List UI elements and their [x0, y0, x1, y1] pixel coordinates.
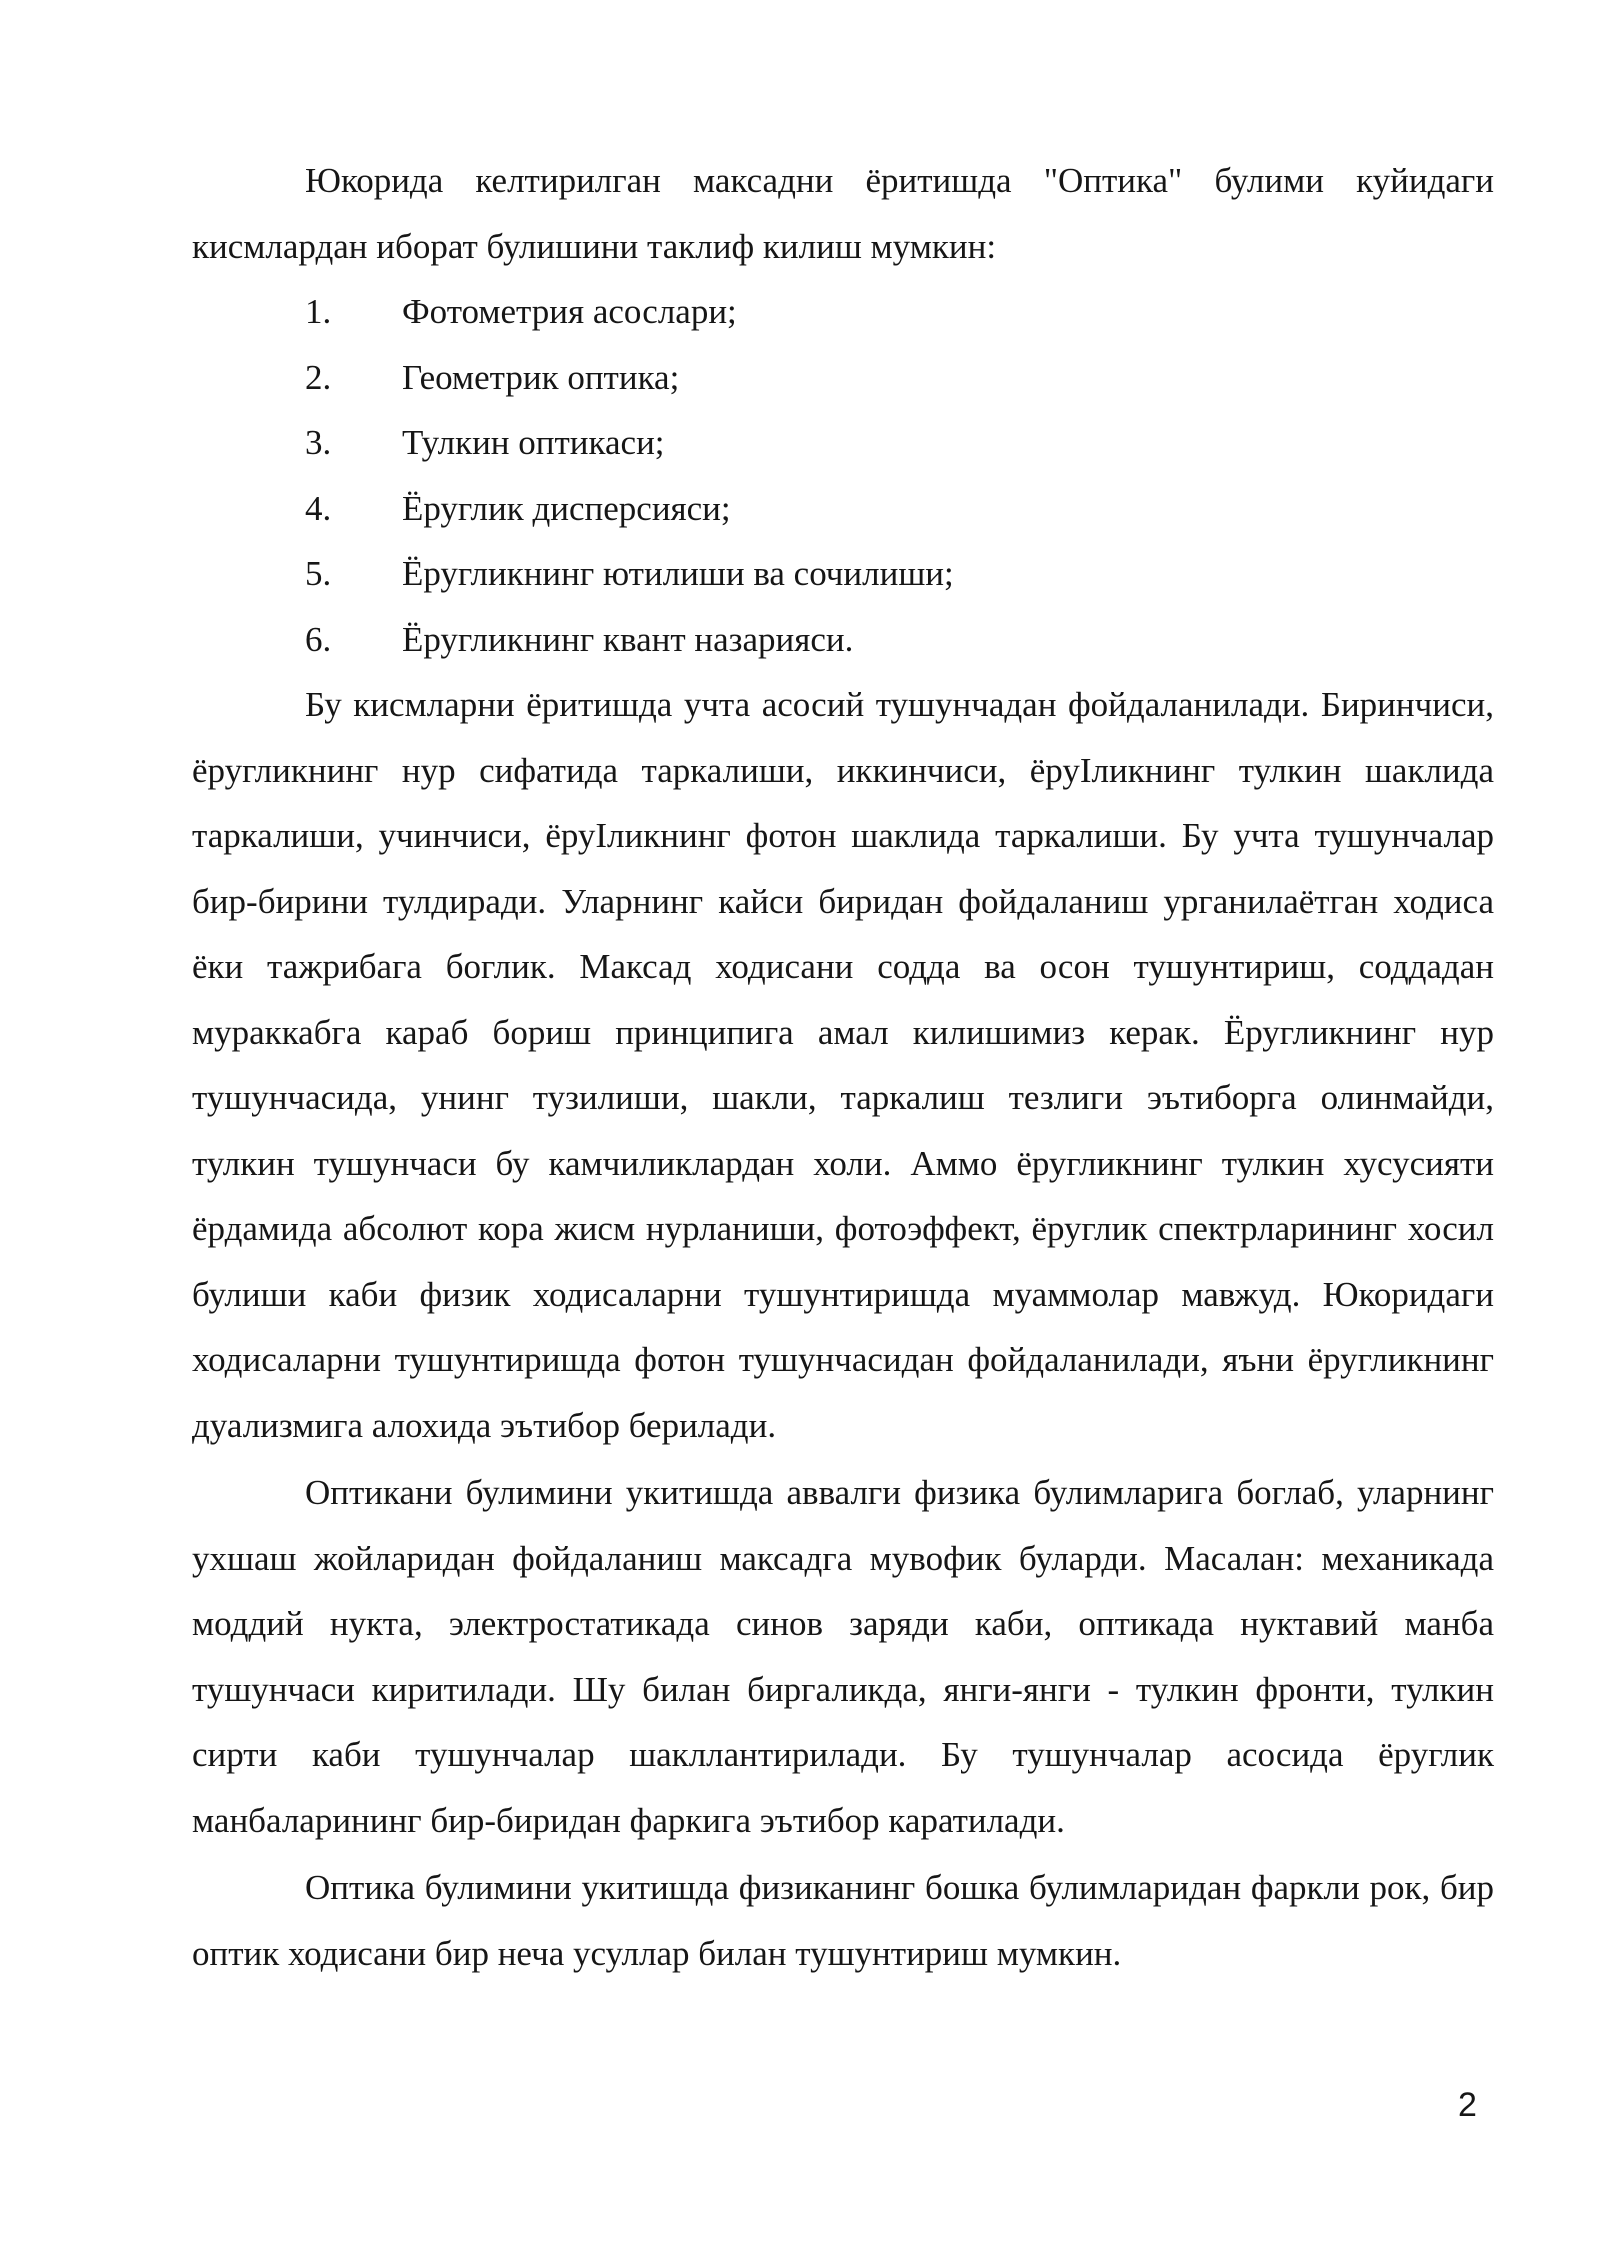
list-item: [192, 345, 1494, 411]
list-item: [192, 410, 1494, 476]
sections-list: [192, 279, 1494, 672]
document-page: [192, 148, 1494, 1986]
list-item-number: 4.: [305, 488, 332, 528]
list-item-label: Геометрик оптика;: [402, 357, 680, 397]
list-item: [192, 541, 1494, 607]
page-number: 2: [1458, 2086, 1477, 2124]
intro-paragraph: Юкорида келтирилган максадни ёритишда "Оптика" булими куйидаги кисмлардан иборат булишини таклиф килиш мумкин:: [192, 161, 1494, 266]
body-paragraph-concepts: Бу кисмларни ёритишда учта асосий тушунчадан фойдаланилади. Биринчиси, ёругликнинг нур сифатида таркалиши, иккинчиси, ёруІликнинг тулкин шаклида таркалиши, учинчиси, ёруІликнинг фотон шаклида таркалиши. Бу учта тушунчалар бир-бирини тулдиради. Уларнинг кайси биридан фойдаланиш урганилаётган ходиса ёки тажрибага боглик. Максад ходисани содда ва осон тушунтириш, соддадан мураккабга караб бориш принципига амал килишимиз керак. Ёругликнинг нур тушунчасида, унинг тузилиши, шакли, таркалиш тезлиги эътиборга олинмайди, тулкин тушунчаси бу камчиликлардан холи. Аммо ёругликнинг тулкин хусусияти ёрдамида абсолют кора жисм нурланиши, фотоэффект, ёруглик спектрларининг хосил булиши каби физик ходисаларни тушунтиришда муаммолар мавжуд. Юкоридаги ходисаларни тушунтиришда фотон тушунчасидан фойдаланилади, яъни ёругликнинг дуализмига алохида эътибор берилади.: [192, 685, 1494, 1445]
body-paragraph-methods: Оптика булимини укитишда физиканинг бошка булимларидан фаркли рок, бир оптик ходисани бир неча усуллар билан тушунтириш мумкин.: [192, 1868, 1494, 1973]
list-item-number: 6.: [305, 619, 332, 659]
list-item-label: Фотометрия асослари;: [402, 292, 737, 331]
list-item-number: 3.: [305, 423, 332, 462]
list-item-label: Ёругликнинг квант назарияси.: [402, 619, 854, 659]
list-item-label: Тулкин оптикаси;: [402, 423, 665, 462]
list-item: [192, 279, 1494, 345]
body-paragraph-teaching: Оптикани булимини укитишда аввалги физика булимларига боглаб, уларнинг ухшаш жойларидан фойдаланиш максадга мувофик буларди. Масалан: механикада моддий нукта, электростатикада синов заряди каби, оптикада нуктавий манба тушунчаси киритилади. Шу билан биргаликда, янги-янги - тулкин фронти, тулкин сирти каби тушунчалар шакллантирилади. Бу тушунчалар асосида ёруглик манбаларининг бир-биридан фаркига эътибор каратилади.: [192, 1473, 1494, 1840]
list-item: [192, 607, 1494, 673]
list-item: [192, 476, 1494, 542]
list-item-number: 1.: [305, 292, 332, 331]
list-item-label: Ёругликнинг ютилиши ва сочилиши;: [402, 554, 954, 593]
list-item-number: 5.: [305, 554, 332, 593]
list-item-label: Ёруглик дисперсияси;: [402, 488, 731, 528]
list-item-number: 2.: [305, 357, 332, 397]
